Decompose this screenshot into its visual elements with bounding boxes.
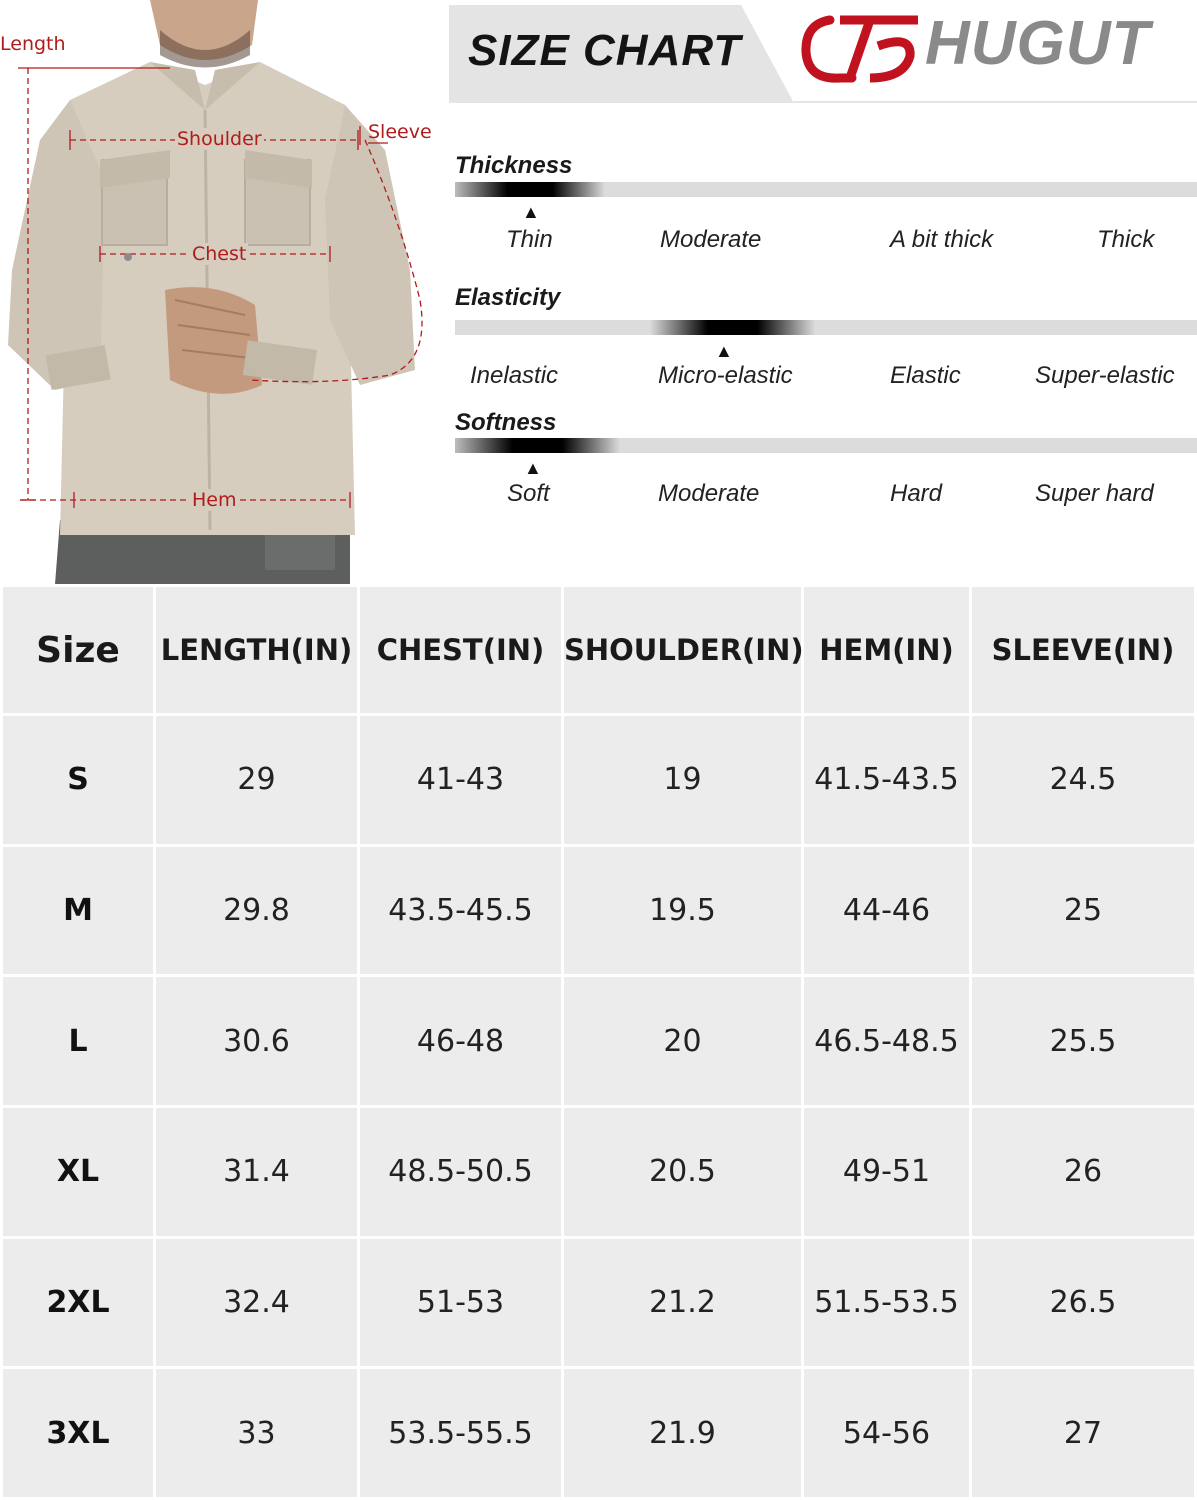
elasticity-option: Elastic bbox=[890, 362, 961, 389]
shoulder-cell: 19 bbox=[564, 716, 801, 844]
chest-cell: 51-53 bbox=[360, 1239, 561, 1367]
length-cell: 33 bbox=[156, 1369, 357, 1497]
hem-cell: 49-51 bbox=[804, 1108, 969, 1236]
size-table bbox=[0, 584, 1197, 1500]
shoulder-cell: 21.2 bbox=[564, 1239, 801, 1367]
elasticity-title: Elasticity bbox=[455, 284, 561, 311]
sleeve-cell: 26 bbox=[972, 1108, 1194, 1236]
thickness-indicator bbox=[455, 182, 605, 197]
softness-option: Moderate bbox=[658, 480, 760, 507]
size-cell: XL bbox=[3, 1108, 153, 1236]
softness-bar bbox=[455, 438, 1197, 453]
sleeve-cell: 25 bbox=[972, 847, 1194, 975]
softness-marker-icon: ▲ bbox=[524, 458, 542, 478]
hem-label: Hem bbox=[192, 489, 237, 511]
sleeve-label: Sleeve bbox=[368, 121, 432, 143]
hem-cell: 44-46 bbox=[804, 847, 969, 975]
chest-label: Chest bbox=[192, 243, 247, 265]
size-cell: S bbox=[3, 716, 153, 844]
sleeve-cell: 25.5 bbox=[972, 977, 1194, 1105]
elasticity-option: Micro-elastic bbox=[658, 362, 793, 389]
thickness-bar bbox=[455, 182, 1197, 197]
hem-cell: 54-56 bbox=[804, 1369, 969, 1497]
column-header-size: Size bbox=[3, 587, 153, 713]
softness-option: Hard bbox=[890, 480, 943, 507]
length-label: Length bbox=[0, 33, 66, 55]
shirt-measurement-figure bbox=[0, 0, 440, 584]
table-row bbox=[3, 1108, 1194, 1236]
chest-cell: 48.5-50.5 bbox=[360, 1108, 561, 1236]
thickness-option: Moderate bbox=[660, 226, 762, 253]
page-title: SIZE CHART bbox=[468, 26, 742, 75]
shoulder-cell: 21.9 bbox=[564, 1369, 801, 1497]
table-header-row bbox=[3, 587, 1194, 713]
length-cell: 29 bbox=[156, 716, 357, 844]
hem-cell: 46.5-48.5 bbox=[804, 977, 969, 1105]
chest-cell: 43.5-45.5 bbox=[360, 847, 561, 975]
thickness-option: Thin bbox=[506, 226, 553, 253]
table-row bbox=[3, 716, 1194, 844]
column-header-chest: CHEST(IN) bbox=[360, 587, 561, 713]
thickness-title: Thickness bbox=[455, 152, 573, 179]
table-row bbox=[3, 847, 1194, 975]
column-header-sleeve: SLEEVE(IN) bbox=[972, 587, 1194, 713]
length-cell: 32.4 bbox=[156, 1239, 357, 1367]
length-cell: 31.4 bbox=[156, 1108, 357, 1236]
softness-option: Soft bbox=[507, 480, 550, 507]
elasticity-bar bbox=[455, 320, 1197, 335]
thickness-option: A bit thick bbox=[890, 226, 994, 253]
chest-cell: 53.5-55.5 bbox=[360, 1369, 561, 1497]
elasticity-indicator bbox=[650, 320, 815, 335]
length-cell: 30.6 bbox=[156, 977, 357, 1105]
shoulder-cell: 20.5 bbox=[564, 1108, 801, 1236]
sleeve-cell: 24.5 bbox=[972, 716, 1194, 844]
softness-option: Super hard bbox=[1035, 480, 1154, 507]
table-row bbox=[3, 1239, 1194, 1367]
sleeve-cell: 26.5 bbox=[972, 1239, 1194, 1367]
softness-indicator bbox=[455, 438, 620, 453]
sleeve-cell: 27 bbox=[972, 1369, 1194, 1497]
table-row bbox=[3, 977, 1194, 1105]
size-cell: 3XL bbox=[3, 1369, 153, 1497]
hem-cell: 51.5-53.5 bbox=[804, 1239, 969, 1367]
chest-cell: 41-43 bbox=[360, 716, 561, 844]
shoulder-cell: 20 bbox=[564, 977, 801, 1105]
column-header-length: LENGTH(IN) bbox=[156, 587, 357, 713]
chest-cell: 46-48 bbox=[360, 977, 561, 1105]
elasticity-option: Inelastic bbox=[470, 362, 559, 389]
elasticity-option: Super-elastic bbox=[1035, 362, 1175, 389]
size-cell: L bbox=[3, 977, 153, 1105]
elasticity-marker-icon: ▲ bbox=[715, 341, 733, 361]
table-row bbox=[3, 1369, 1194, 1497]
length-cell: 29.8 bbox=[156, 847, 357, 975]
brand-name: HUGUT bbox=[925, 9, 1151, 78]
thickness-marker-icon: ▲ bbox=[522, 202, 540, 222]
shoulder-label: Shoulder bbox=[177, 128, 262, 150]
softness-title: Softness bbox=[455, 409, 557, 436]
shoulder-cell: 19.5 bbox=[564, 847, 801, 975]
size-cell: 2XL bbox=[3, 1239, 153, 1367]
column-header-shoulder: SHOULDER(IN) bbox=[564, 587, 801, 713]
brand-logo-icon bbox=[800, 12, 928, 86]
column-header-hem: HEM(IN) bbox=[804, 587, 969, 713]
hem-cell: 41.5-43.5 bbox=[804, 716, 969, 844]
thickness-option: Thick bbox=[1097, 226, 1155, 253]
size-cell: M bbox=[3, 847, 153, 975]
